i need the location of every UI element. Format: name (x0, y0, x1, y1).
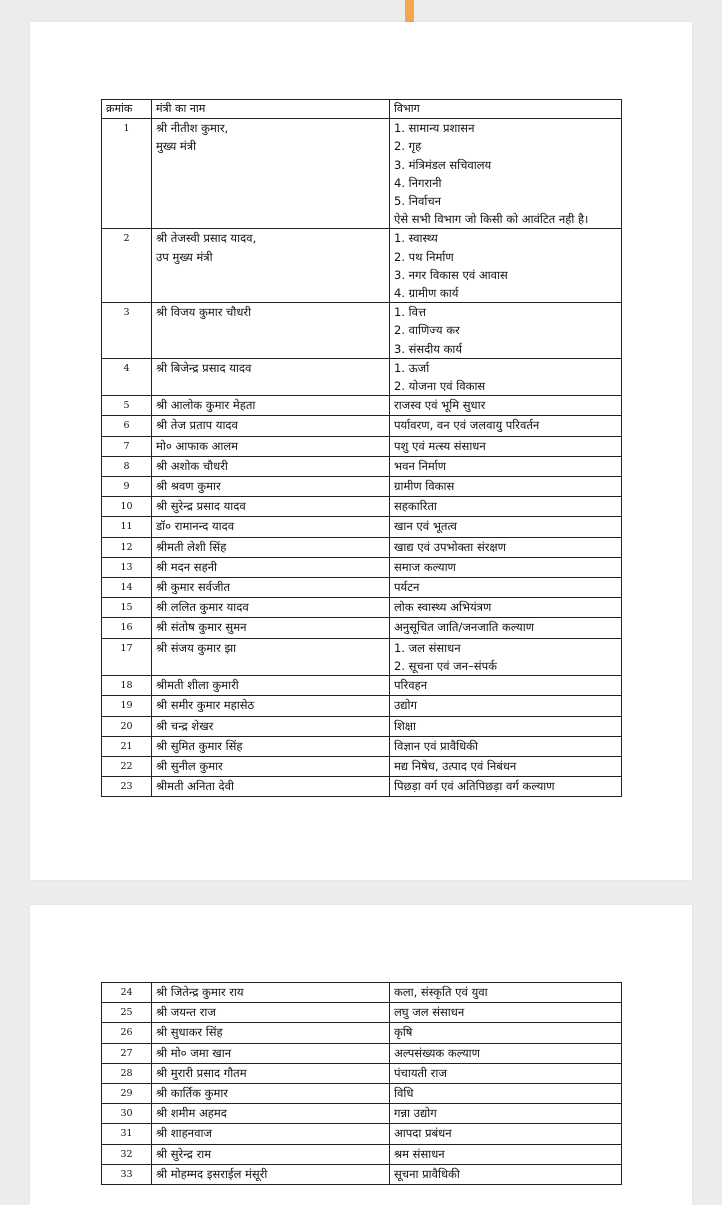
serial-number: 5 (102, 396, 152, 416)
table-row (102, 358, 622, 395)
department (390, 1003, 622, 1023)
department (390, 1063, 622, 1083)
minister-name-line: श्री सुमित कुमार सिंह (156, 738, 243, 753)
minister-name-line: श्रीमती शीला कुमारी (156, 678, 239, 693)
ministers-table-continued (101, 982, 622, 1185)
serial-number: 24 (102, 983, 152, 1003)
department-line: लघु जल संसाधन (394, 1005, 465, 1020)
department (390, 517, 622, 537)
minister-name-line: उप मुख्य मंत्री (156, 249, 213, 264)
table-row (102, 1164, 622, 1184)
department-line: पंचायती राज (394, 1065, 447, 1080)
department-line: सूचना प्रावैधिकी (394, 1166, 460, 1181)
department-line: मद्य निषेध, उत्पाद एवं निबंधन (394, 758, 517, 773)
table-row (102, 416, 622, 436)
department (390, 303, 622, 359)
minister-name-line: श्री सुरेन्द्र प्रसाद यादव (156, 499, 246, 514)
minister-name-line: श्री बिजेन्द्र प्रसाद यादव (156, 360, 252, 375)
department-line: 2. सूचना एवं जन–संपर्क (394, 658, 497, 673)
department-line: 1. ऊर्जा (394, 360, 430, 375)
serial-number: 7 (102, 436, 152, 456)
department (390, 983, 622, 1003)
minister-name-line: श्री शमीम अहमद (156, 1106, 227, 1121)
serial-number: 32 (102, 1144, 152, 1164)
table-row (102, 537, 622, 557)
department (390, 396, 622, 416)
serial-number: 20 (102, 716, 152, 736)
department (390, 436, 622, 456)
serial-number: 3 (102, 303, 152, 359)
minister-name (152, 777, 390, 797)
serial-number: 31 (102, 1124, 152, 1144)
department-line: खान एवं भूतत्व (394, 519, 457, 534)
department (390, 676, 622, 696)
document-page-2 (30, 905, 692, 1205)
department-line: गन्ना उद्योग (394, 1106, 437, 1121)
minister-name (152, 557, 390, 577)
table-header-row (102, 100, 622, 119)
department-line: खाद्य एवं उपभोक्ता संरक्षण (394, 539, 506, 554)
minister-name-line: श्री संजय कुमार झा (156, 640, 237, 655)
department-line: ग्रामीण विकास (394, 479, 455, 494)
department (390, 229, 622, 303)
minister-name (152, 396, 390, 416)
minister-name-line: श्री मदन सहनी (156, 559, 218, 574)
department-line: शिक्षा (394, 718, 417, 733)
table-body (102, 119, 622, 797)
minister-name (152, 983, 390, 1003)
serial-number: 28 (102, 1063, 152, 1083)
minister-name (152, 756, 390, 776)
table-row (102, 303, 622, 359)
minister-name-line: श्री श्रवण कुमार (156, 479, 221, 494)
department-line: 3. संसदीय कार्य (394, 341, 463, 356)
minister-name (152, 358, 390, 395)
department-line: 4. निगरानी (394, 175, 442, 190)
minister-name (152, 537, 390, 557)
department (390, 638, 622, 675)
department-line: आपदा प्रबंधन (394, 1126, 452, 1141)
minister-name (152, 1164, 390, 1184)
minister-name (152, 303, 390, 359)
serial-number: 6 (102, 416, 152, 436)
department-line: सहकारिता (394, 499, 437, 514)
serial-number: 15 (102, 598, 152, 618)
table-row (102, 119, 622, 229)
table-row (102, 983, 622, 1003)
minister-name-line: श्री समीर कुमार महासेठ (156, 698, 255, 713)
department (390, 696, 622, 716)
department (390, 756, 622, 776)
table-row (102, 736, 622, 756)
table-row (102, 1003, 622, 1023)
department-line: विधि (394, 1086, 414, 1101)
department-line: समाज कल्याण (394, 559, 456, 574)
table-row (102, 1144, 622, 1164)
serial-number: 14 (102, 578, 152, 598)
department-line: 3. मंत्रिमंडल सचिवालय (394, 157, 492, 172)
department-line: 2. योजना एवं विकास (394, 379, 486, 394)
table-body-continued (102, 983, 622, 1185)
table-row (102, 638, 622, 675)
serial-number: 11 (102, 517, 152, 537)
table-row (102, 696, 622, 716)
department-line: 3. नगर विकास एवं आवास (394, 267, 508, 282)
department-line: पशु एवं मत्स्य संसाधन (394, 438, 486, 453)
department-line: 4. ग्रामीण कार्य (394, 286, 459, 301)
minister-name (152, 517, 390, 537)
department (390, 477, 622, 497)
table-row (102, 676, 622, 696)
minister-name (152, 1104, 390, 1124)
serial-number: 10 (102, 497, 152, 517)
department (390, 598, 622, 618)
document-page-1 (30, 22, 692, 880)
table-row (102, 436, 622, 456)
minister-name-line: श्री चन्द्र शेखर (156, 718, 214, 733)
table-row (102, 1023, 622, 1043)
minister-name-line: श्री मोहम्मद इसराईल मंसूरी (156, 1166, 268, 1181)
minister-name-line: श्री ललित कुमार यादव (156, 600, 249, 615)
department-line: 2. पथ निर्माण (394, 249, 454, 264)
minister-name (152, 1084, 390, 1104)
department-line: परिवहन (394, 678, 428, 693)
serial-number: 21 (102, 736, 152, 756)
table-row (102, 777, 622, 797)
department-line: उद्योग (394, 698, 417, 713)
table-row (102, 517, 622, 537)
serial-number: 25 (102, 1003, 152, 1023)
department (390, 1084, 622, 1104)
header-minister-name: मंत्री का नाम (152, 100, 390, 119)
minister-name (152, 736, 390, 756)
department (390, 736, 622, 756)
serial-number: 13 (102, 557, 152, 577)
minister-name-line: श्री सुनील कुमार (156, 758, 223, 773)
minister-name (152, 598, 390, 618)
department (390, 1144, 622, 1164)
header-serial: क्रमांक (102, 100, 152, 119)
department-line: लोक स्वास्थ्य अभियंत्रण (394, 600, 492, 615)
department-line: अनुसूचित जाति/जनजाति कल्याण (394, 620, 535, 635)
minister-name-line: श्री संतोष कुमार सुमन (156, 620, 247, 635)
department (390, 358, 622, 395)
minister-name-line: श्री मुरारी प्रसाद गौतम (156, 1065, 247, 1080)
department-line: 1. स्वास्थ्य (394, 231, 438, 246)
serial-number: 17 (102, 638, 152, 675)
serial-number: 33 (102, 1164, 152, 1184)
serial-number: 8 (102, 456, 152, 476)
department (390, 716, 622, 736)
department (390, 1104, 622, 1124)
table-row (102, 1084, 622, 1104)
department (390, 557, 622, 577)
minister-name-line: श्री तेजस्वी प्रसाद यादव, (156, 231, 257, 246)
table-row (102, 1043, 622, 1063)
serial-number: 4 (102, 358, 152, 395)
department-line: कृषि (394, 1025, 413, 1040)
department-line: 1. जल संसाधन (394, 640, 461, 655)
serial-number: 1 (102, 119, 152, 229)
department-line: 2. वाणिज्य कर (394, 323, 460, 338)
ministers-table (101, 99, 622, 797)
table-row (102, 716, 622, 736)
minister-name (152, 1063, 390, 1083)
minister-name (152, 1023, 390, 1043)
department-line: 5. निर्वाचन (394, 194, 442, 209)
minister-name-line: श्री सुधाकर सिंह (156, 1025, 223, 1040)
minister-name-line: श्री कार्तिक कुमार (156, 1086, 228, 1101)
serial-number: 18 (102, 676, 152, 696)
minister-name (152, 1124, 390, 1144)
minister-name-line: श्री नीतीश कुमार, (156, 121, 229, 136)
table-row (102, 618, 622, 638)
minister-name (152, 229, 390, 303)
department (390, 456, 622, 476)
minister-name-line: मुख्य मंत्री (156, 139, 197, 154)
department-line: श्रम संसाधन (394, 1146, 445, 1161)
minister-name (152, 578, 390, 598)
table-row (102, 578, 622, 598)
department-line: पर्यटन (394, 580, 420, 595)
minister-name (152, 676, 390, 696)
department-line: विज्ञान एवं प्रावैधिकी (394, 738, 478, 753)
minister-name-line: श्रीमती लेशी सिंह (156, 539, 227, 554)
minister-name-line: श्री आलोक कुमार मेहता (156, 398, 256, 413)
department (390, 1023, 622, 1043)
table-row (102, 229, 622, 303)
minister-name-line: श्री कुमार सर्वजीत (156, 580, 231, 595)
serial-number: 9 (102, 477, 152, 497)
minister-name (152, 497, 390, 517)
department-line: पिछड़ा वर्ग एवं अतिपिछड़ा वर्ग कल्याण (394, 779, 555, 794)
table-row (102, 497, 622, 517)
department-line: 1. वित्त (394, 305, 426, 320)
table-row (102, 557, 622, 577)
minister-name-line: श्री मो० जमा खान (156, 1045, 232, 1060)
minister-name (152, 416, 390, 436)
department-line: कला, संस्कृति एवं युवा (394, 985, 488, 999)
serial-number: 26 (102, 1023, 152, 1043)
minister-name-line: श्री तेज प्रताप यादव (156, 418, 238, 433)
minister-name (152, 119, 390, 229)
minister-name-line: श्री जितेन्द्र कुमार राय (156, 985, 244, 999)
minister-name (152, 696, 390, 716)
department-line: ऐसे सभी विभाग जो किसी को आवंटित नही है। (394, 212, 589, 227)
minister-name-line: श्री अशोक चौधरी (156, 458, 228, 473)
table-row (102, 598, 622, 618)
minister-name (152, 618, 390, 638)
minister-name (152, 1043, 390, 1063)
table-row (102, 1104, 622, 1124)
minister-name-line: डॉ० रामानन्द यादव (156, 519, 235, 534)
minister-name-line: श्री जयन्त राज (156, 1005, 216, 1020)
serial-number: 23 (102, 777, 152, 797)
minister-name-line: श्री शाहनवाज (156, 1126, 212, 1141)
serial-number: 29 (102, 1084, 152, 1104)
minister-name (152, 456, 390, 476)
department (390, 777, 622, 797)
table-row (102, 756, 622, 776)
department (390, 416, 622, 436)
minister-name-line: मो० आफाक आलम (156, 438, 239, 453)
department (390, 1043, 622, 1063)
department (390, 1124, 622, 1144)
header-department: विभाग (390, 100, 622, 119)
table-row (102, 477, 622, 497)
serial-number: 12 (102, 537, 152, 557)
minister-name (152, 436, 390, 456)
table-row (102, 456, 622, 476)
minister-name-line: श्रीमती अनिता देवी (156, 779, 235, 794)
minister-name (152, 638, 390, 675)
serial-number: 19 (102, 696, 152, 716)
department-line: भवन निर्माण (394, 458, 447, 473)
minister-name-line: श्री सुरेन्द्र राम (156, 1146, 212, 1161)
table-row (102, 1124, 622, 1144)
minister-name (152, 1003, 390, 1023)
minister-name (152, 477, 390, 497)
serial-number: 22 (102, 756, 152, 776)
department (390, 537, 622, 557)
department (390, 578, 622, 598)
department-line: राजस्व एवं भूमि सुधार (394, 398, 486, 413)
table-row (102, 396, 622, 416)
serial-number: 2 (102, 229, 152, 303)
minister-name (152, 716, 390, 736)
department (390, 618, 622, 638)
table-row (102, 1063, 622, 1083)
minister-name-line: श्री विजय कुमार चौधरी (156, 305, 252, 320)
department-line: पर्यावरण, वन एवं जलवायु परिवर्तन (394, 418, 540, 433)
department (390, 1164, 622, 1184)
department (390, 497, 622, 517)
department-line: 1. सामान्य प्रशासन (394, 121, 475, 136)
department-line: 2. गृह (394, 139, 422, 154)
department (390, 119, 622, 229)
serial-number: 27 (102, 1043, 152, 1063)
serial-number: 30 (102, 1104, 152, 1124)
department-line: अल्पसंख्यक कल्याण (394, 1045, 480, 1060)
minister-name (152, 1144, 390, 1164)
serial-number: 16 (102, 618, 152, 638)
